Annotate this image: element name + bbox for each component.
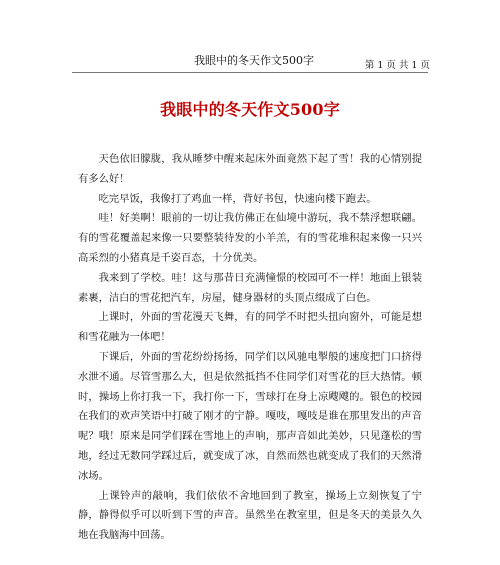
paragraph-3: 哇！好美啊！眼前的一切让我仿佛正在仙境中游玩，我不禁浮想联翩。有的雪花覆盖起来像一只要整装待发的小羊羔，有的雪花堆积起来像一只兴高采烈的小猪真是千姿百态，十分优美。 [78,212,422,264]
paragraph-4: 我来到了学校。哇！这与那昔日充满憧憬的校园可不一样！地面上银装素裹，洁白的雪花把汽车，房屋，健身器材的头顶点缀成了白色。 [78,271,422,304]
paragraph-1: 天色依旧朦胧，我从睡梦中醒来起床外面竟然下起了雪！我的心情别提有多么好！ [78,153,422,185]
paragraph-6: 下课后，外面的雪花纷纷扬扬，同学们以风驰电掣般的速度把门口挤得水泄不通。尽管雪那么大，但是依然抵挡不住同学们对雪花的巨大热情。顿时，操场上你打我一下，我打你一下，雪球打在身上凉飕飕的。银色的校园在我们的欢声笑语中打破了刚才的宁静。嘎吱，嘎吱是谁在那里发出的声音呢？哦！原来是同学们踩在雪地上的声响，那声音如此美妙，只见蓬松的雪地，经过无数同学踩过后，就变成了冰，自然而然也就变成了我们的天然滑冰场。 [78,350,422,482]
running-header [72,48,430,71]
header-divider [72,72,428,73]
document-body [78,150,422,546]
document-title: 我眼中的冬天作文500字 [160,100,340,119]
header-title: 我眼中的冬天作文500字 [194,54,314,67]
page-counter: 第 1 页 共 1 页 [364,60,430,71]
paragraph-7: 上课铃声的敲响，我们依依不舍地回到了教室，操场上立刻恢复了宁静，静得似乎可以听到下雪的声音。虽然坐在教室里，但是冬天的美景久久地在我脑海中回荡。 [78,489,422,542]
paragraph-5: 上课时，外面的雪花漫天飞舞，有的同学不时把头扭向窗外，可能是想和雪花融为一体吧！ [78,311,422,344]
paragraph-2: 吃完早饭，我像打了鸡血一样，背好书包，快速向楼下跑去。 [98,192,377,205]
